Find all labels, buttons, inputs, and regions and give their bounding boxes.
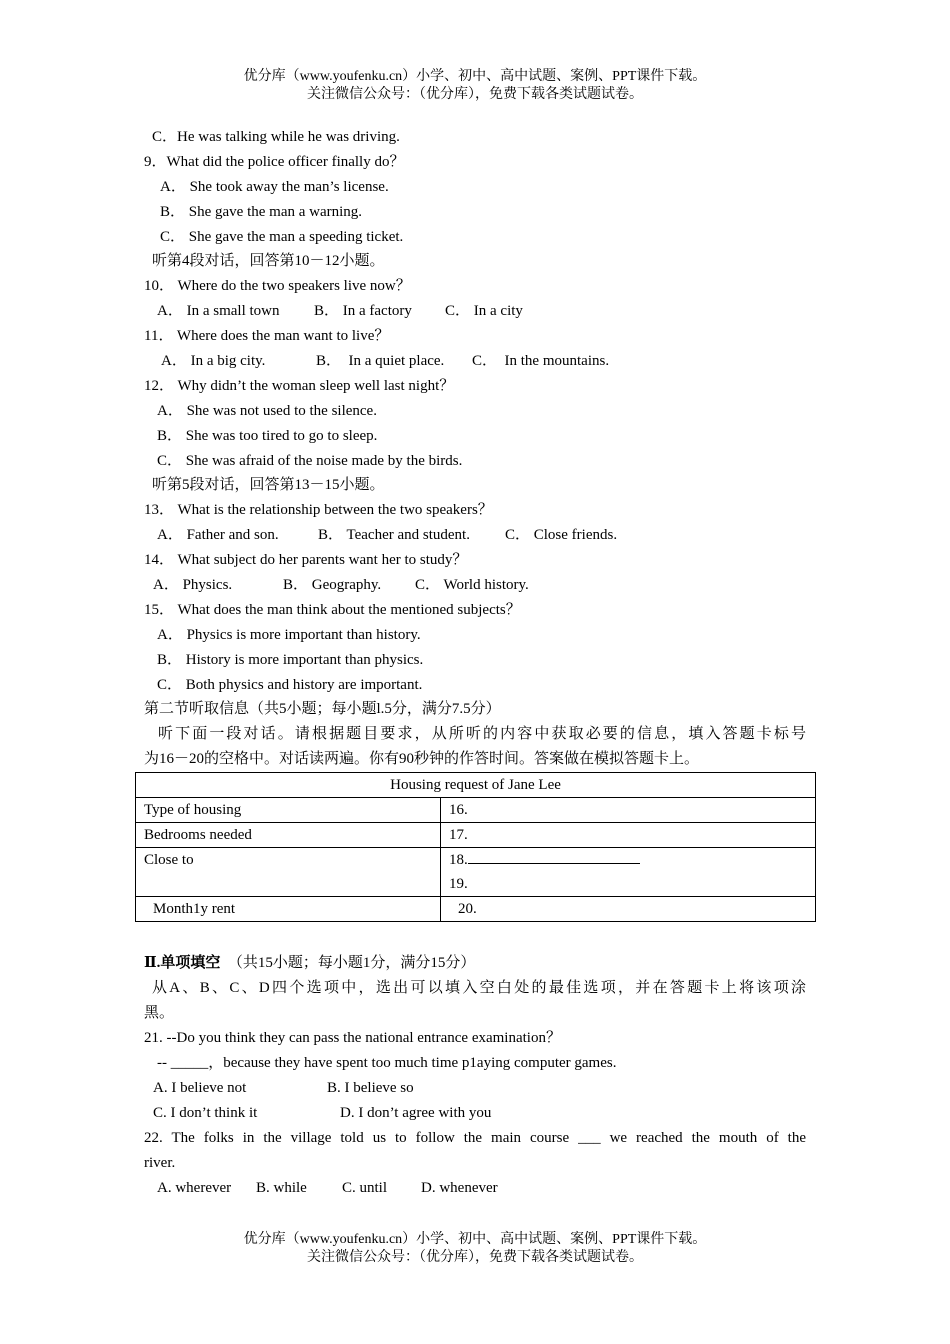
q13-stem: 13． What is the relationship between the two speakers？: [144, 502, 493, 518]
q21-option-a: A. I believe not: [153, 1080, 247, 1096]
q14-option-a: A． Physics.: [153, 577, 233, 593]
q21-reply-prefix: --: [157, 1055, 171, 1071]
q9-option-b: B． She gave the man a warning.: [160, 204, 363, 220]
table-cell-18-19: [441, 848, 816, 897]
q21-stem: 21. --Do you think they can pass the national entrance examination？: [144, 1030, 561, 1046]
table-value-18: 18.: [449, 852, 468, 868]
part-2-instruction-line-1: 从A、B、C、D四个选项中，选出可以填入空白处的最佳选项，并在答题卡上将该项涂: [152, 980, 806, 996]
q14-stem: 14． What subject do her parents want her to study？: [144, 552, 468, 568]
q21-reply-rest: ，because they have spent too much time p1aying computer games.: [208, 1055, 617, 1071]
q10-option-c: C． In a city: [445, 303, 523, 319]
q10-option-a: A． In a small town: [157, 303, 280, 319]
q12-option-b: B． She was too tired to go to sleep.: [157, 428, 378, 444]
table-title: Housing request of Jane Lee: [136, 773, 816, 798]
table-label-close-to: Close to: [136, 848, 441, 897]
q9-option-a: A． She took away the man’s license.: [160, 179, 389, 195]
section-2-instruction-line-2: 为16－20的空格中。对话读两遍。你有90秒钟的作答时间。答案做在模拟答题卡上。: [144, 751, 700, 767]
part-2-title: Ⅱ.单项填空: [144, 955, 221, 971]
dialogue-5-instruction: 听第5段对话，回答第13－15小题。: [152, 477, 385, 493]
table-value-19: 19.: [449, 876, 468, 892]
q21-option-d: D. I don’t agree with you: [340, 1105, 492, 1121]
q15-option-b: B． History is more important than physics.: [157, 652, 424, 668]
q15-option-c: C． Both physics and history are important.: [157, 677, 423, 693]
footer-line-1: 优分库（www.youfenku.cn）小学、初中、高中试题、案例、PPT课件下载。: [243, 1232, 707, 1247]
q11-option-a: A． In a big city.: [161, 353, 266, 369]
answer-blank-18: [468, 863, 640, 864]
q12-option-c: C． She was afraid of the noise made by the birds.: [157, 453, 463, 469]
housing-request-table: [135, 772, 816, 922]
q11-stem: 11． Where does the man want to live？: [144, 328, 390, 344]
table-row: [136, 798, 816, 823]
table-label-type: Type of housing: [136, 798, 441, 823]
q22-stem-end: we reached the mouth of the: [609, 1130, 807, 1146]
table-label-bedrooms: Bedrooms needed: [136, 823, 441, 848]
q22-option-c: C. until: [342, 1180, 388, 1196]
q22-stem-line-1: [144, 1128, 806, 1148]
part-2-score: （共15小题；每小题1分，满分15分）: [227, 955, 476, 971]
table-value-20: 20.: [441, 897, 816, 922]
footer-line-2: 关注微信公众号：（优分库），免费下载各类试题试卷。: [307, 1250, 643, 1265]
table-label-rent: Month1y rent: [136, 897, 441, 922]
q21-option-c: C. I don’t think it: [153, 1105, 258, 1121]
header-line-2: 关注微信公众号：（优分库），免费下载各类试题试卷。: [307, 87, 643, 102]
header-line-1: 优分库（www.youfenku.cn）小学、初中、高中试题、案例、PPT课件下载。: [243, 69, 707, 84]
q13-option-c: C． Close friends.: [505, 527, 618, 543]
section-2-instruction-line-1: 听下面一段对话。请根据题目要求，从所听的内容中获取必要的信息，填入答题卡标号: [158, 726, 806, 742]
q22-option-b: B. while: [256, 1180, 307, 1196]
q21-reply: [157, 1053, 616, 1073]
q22-option-a: A. wherever: [157, 1180, 232, 1196]
q12-option-a: A． She was not used to the silence.: [157, 403, 377, 419]
table-row: [136, 897, 816, 922]
q10-option-b: B． In a factory: [314, 303, 412, 319]
q21-reply-blank: _____: [170, 1055, 209, 1071]
table-row: [136, 848, 816, 897]
q22-stem-line-2: river.: [144, 1155, 176, 1171]
table-row: [136, 823, 816, 848]
q22-option-d: D. whenever: [421, 1180, 498, 1196]
q12-stem: 12． Why didn’t the woman sleep well last night？: [144, 378, 455, 394]
q10-stem: 10． Where do the two speakers live now？: [144, 278, 411, 294]
q21-option-b: B. I believe so: [327, 1080, 414, 1096]
q14-option-c: C． World history.: [415, 577, 529, 593]
q11-option-c: C． In the mountains.: [472, 353, 610, 369]
q22-stem-start: 22. The folks in the village told us to follow the main course: [144, 1130, 570, 1146]
table-value-16: 16.: [441, 798, 816, 823]
q22-stem-blank: ___: [578, 1130, 601, 1146]
part-2-heading: [144, 953, 475, 973]
q8-option-c: C．He was talking while he was driving.: [152, 129, 400, 145]
q13-option-b: B． Teacher and student.: [318, 527, 470, 543]
dialogue-4-instruction: 听第4段对话，回答第10－12小题。: [152, 253, 385, 269]
q15-stem: 15． What does the man think about the mentioned subjects？: [144, 602, 521, 618]
q9-option-c: C． She gave the man a speeding ticket.: [160, 229, 404, 245]
q11-option-b: B． In a quiet place.: [316, 353, 445, 369]
q15-option-a: A． Physics is more important than history.: [157, 627, 421, 643]
section-2-title: 第二节听取信息（共5小题；每小题l.5分，满分7.5分）: [144, 701, 501, 717]
table-value-17: 17.: [441, 823, 816, 848]
q13-option-a: A． Father and son.: [157, 527, 279, 543]
part-2-instruction-line-2: 黑。: [144, 1005, 175, 1021]
q9-stem: 9．What did the police officer finally do？: [144, 154, 405, 170]
q14-option-b: B． Geography.: [283, 577, 382, 593]
